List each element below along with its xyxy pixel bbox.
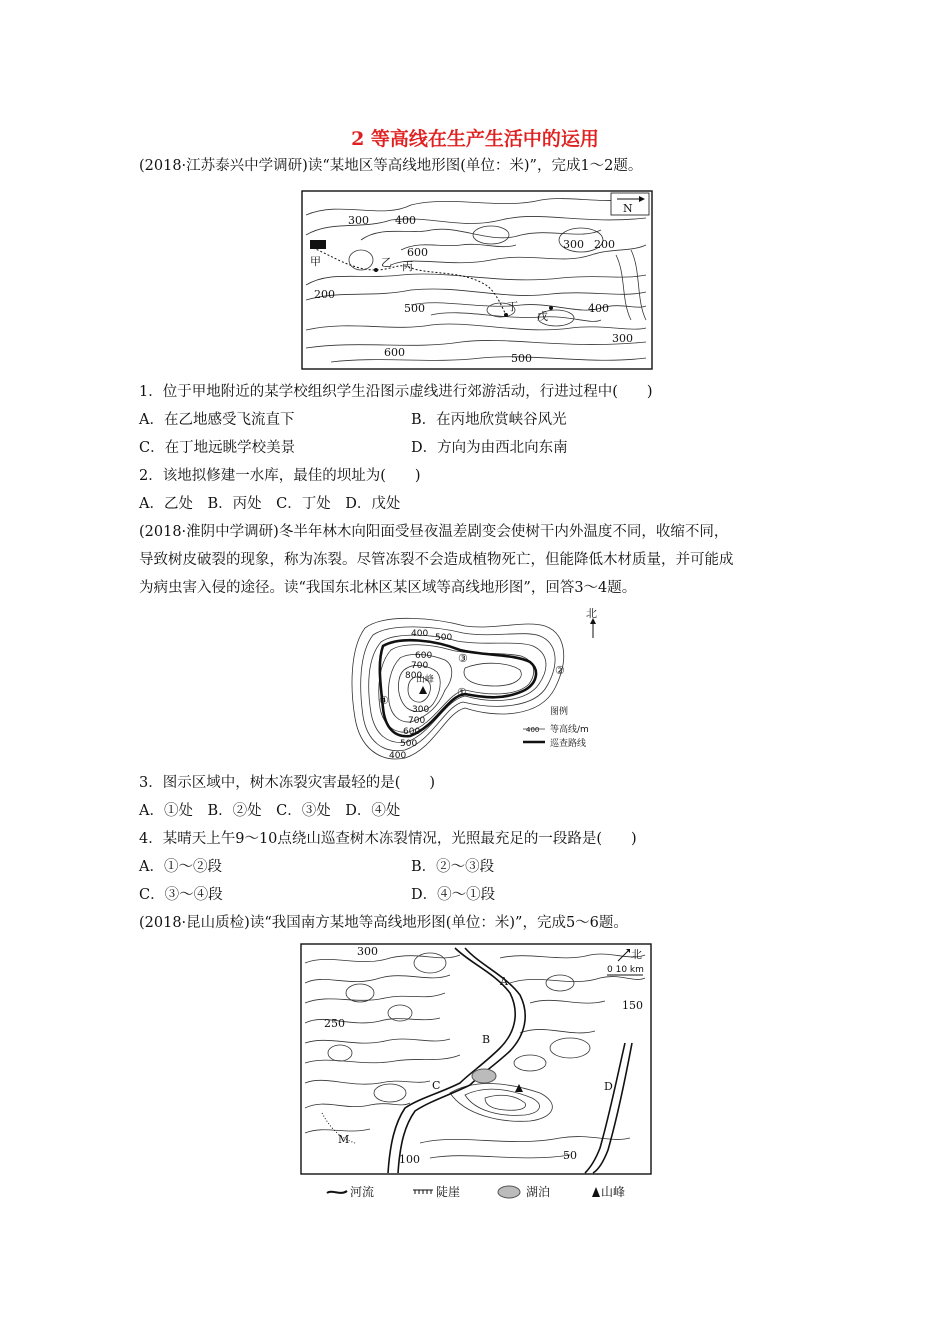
map2-peak-label: 山峰	[416, 675, 435, 685]
map1-contour-label: 300	[563, 238, 584, 251]
intro-q3-4-line2: 导致树皮破裂的现象，称为冻裂。尽管冻裂不会造成植物死亡，但能降低木材质量，并可能成	[139, 552, 734, 568]
map1-contour-label: 600	[384, 346, 405, 359]
map3-scale: 0 10 km	[607, 965, 644, 975]
contour-map-1	[301, 190, 653, 370]
map3-legend	[326, 1183, 636, 1201]
map2-legend-route: 巡查路线	[550, 739, 587, 749]
lake-legend-icon	[496, 1185, 522, 1199]
map2-north-label: 北	[586, 608, 597, 620]
contour-map-3	[300, 943, 652, 1175]
map2-point-3: ③	[458, 652, 468, 665]
legend-peak: 山峰	[601, 1185, 626, 1199]
map2-contour-label: 800	[405, 671, 423, 681]
q4-option-c: C．③～④段	[139, 887, 223, 903]
map2-contour-label: 700	[411, 661, 429, 671]
q4-option-b: B．②～③段	[411, 859, 495, 875]
map2-contour-label: 400	[411, 629, 429, 639]
map1-contour-label: 500	[404, 302, 425, 315]
map3-point-d: D	[604, 1080, 613, 1093]
map2-contour-label: 500	[400, 739, 418, 749]
map2-contour-label: 400	[389, 751, 407, 761]
map3-contour-label: 50	[563, 1149, 577, 1162]
map2-contour-label: 500	[435, 633, 453, 643]
map1-contour-label: 300	[348, 214, 369, 227]
map1-place-wu: 戊	[537, 310, 548, 323]
map1-place-yi: 乙	[381, 256, 392, 269]
map2-contour-label: 300	[412, 705, 430, 715]
intro-q5-6: (2018·昆山质检)读“我国南方某地等高线地形图(单位：米)”，完成5～6题。	[139, 915, 628, 931]
map1-contour-label: 400	[588, 302, 609, 315]
q1-option-d: D．方向为由西北向东南	[411, 440, 568, 456]
map3-north-label: 北	[631, 948, 642, 961]
page-title: 2 等高线在生产生活中的运用	[351, 128, 599, 150]
map3-contour-label: 250	[324, 1017, 345, 1030]
map2-contour-label: 600	[415, 651, 433, 661]
map1-contour-label: 200	[314, 288, 335, 301]
map1-contour-label: 600	[407, 246, 428, 259]
q3-options: A．①处 B．②处 C．③处 D．④处	[139, 803, 401, 819]
q1-option-a: A．在乙地感受飞流直下	[139, 412, 295, 428]
map1-contour-label: 500	[511, 352, 532, 365]
question-2: 2．该地拟修建一水库，最佳的坝址为( )	[139, 468, 421, 484]
question-4: 4．某晴天上午9～10点绕山巡查树木冻裂情况，光照最充足的一段路是( )	[139, 831, 637, 847]
legend-lake: 湖泊	[526, 1185, 551, 1199]
q4-option-d: D．④～①段	[411, 887, 496, 903]
legend-river: 河流	[350, 1185, 375, 1199]
contour-map-2	[345, 608, 615, 766]
map2-legend-contour: 等高线/m	[550, 725, 589, 735]
map3-contour-label: 100	[399, 1153, 420, 1166]
map1-contour-label: 300	[612, 332, 633, 345]
map2-legend-title: 图例	[550, 707, 569, 717]
peak-legend-icon	[591, 1186, 601, 1198]
map3-contour-label: 150	[622, 999, 643, 1012]
legend-cliff: 陡崖	[436, 1185, 461, 1199]
question-1: 1．位于甲地附近的某学校组织学生沿图示虚线进行郊游活动，行进过程中( )	[139, 384, 653, 400]
map2-contour-label: 700	[408, 716, 426, 726]
map3-point-b: B	[482, 1033, 491, 1046]
q2-options: A．乙处 B．丙处 C．丁处 D．戊处	[139, 496, 401, 512]
map2-legend-contour-value: 400	[526, 726, 540, 734]
map3-contour-label: 300	[357, 945, 378, 958]
map1-contour-label: 400	[395, 214, 416, 227]
river-legend-icon	[326, 1187, 348, 1197]
map1-contour-label: 200	[594, 238, 615, 251]
map1-place-jia: 甲	[310, 255, 321, 268]
map1-place-ding: 丁	[507, 300, 518, 313]
intro-q1-2: (2018·江苏泰兴中学调研)读“某地区等高线地形图(单位：米)”，完成1～2题。	[139, 158, 643, 174]
intro-q3-4-line3: 为病虫害入侵的途径。读“我国东北林区某区域等高线地形图”，回答3～4题。	[139, 580, 637, 596]
map3-point-c: C	[432, 1079, 441, 1092]
map3-point-m: M	[338, 1133, 350, 1146]
q1-option-c: C．在丁地远眺学校美景	[139, 440, 296, 456]
map1-place-bing: 丙	[402, 260, 413, 273]
map2-point-1: ①	[457, 686, 467, 699]
map1-north-label: N	[623, 202, 633, 215]
cliff-legend-icon	[412, 1187, 434, 1197]
intro-q3-4-line1: (2018·淮阴中学调研)冬半年林木向阳面受昼夜温差剧变会使树干内外温度不同，收缩不同，	[139, 524, 729, 540]
map2-point-4: ④	[379, 694, 389, 707]
q1-option-b: B．在丙地欣赏峡谷风光	[411, 412, 567, 428]
q4-option-a: A．①～②段	[139, 859, 222, 875]
map2-contour-label: 600	[403, 727, 421, 737]
map3-point-a: A	[500, 975, 508, 988]
question-3: 3．图示区域中，树木冻裂灾害最轻的是( )	[139, 775, 436, 791]
map2-point-2: ②	[555, 664, 565, 677]
